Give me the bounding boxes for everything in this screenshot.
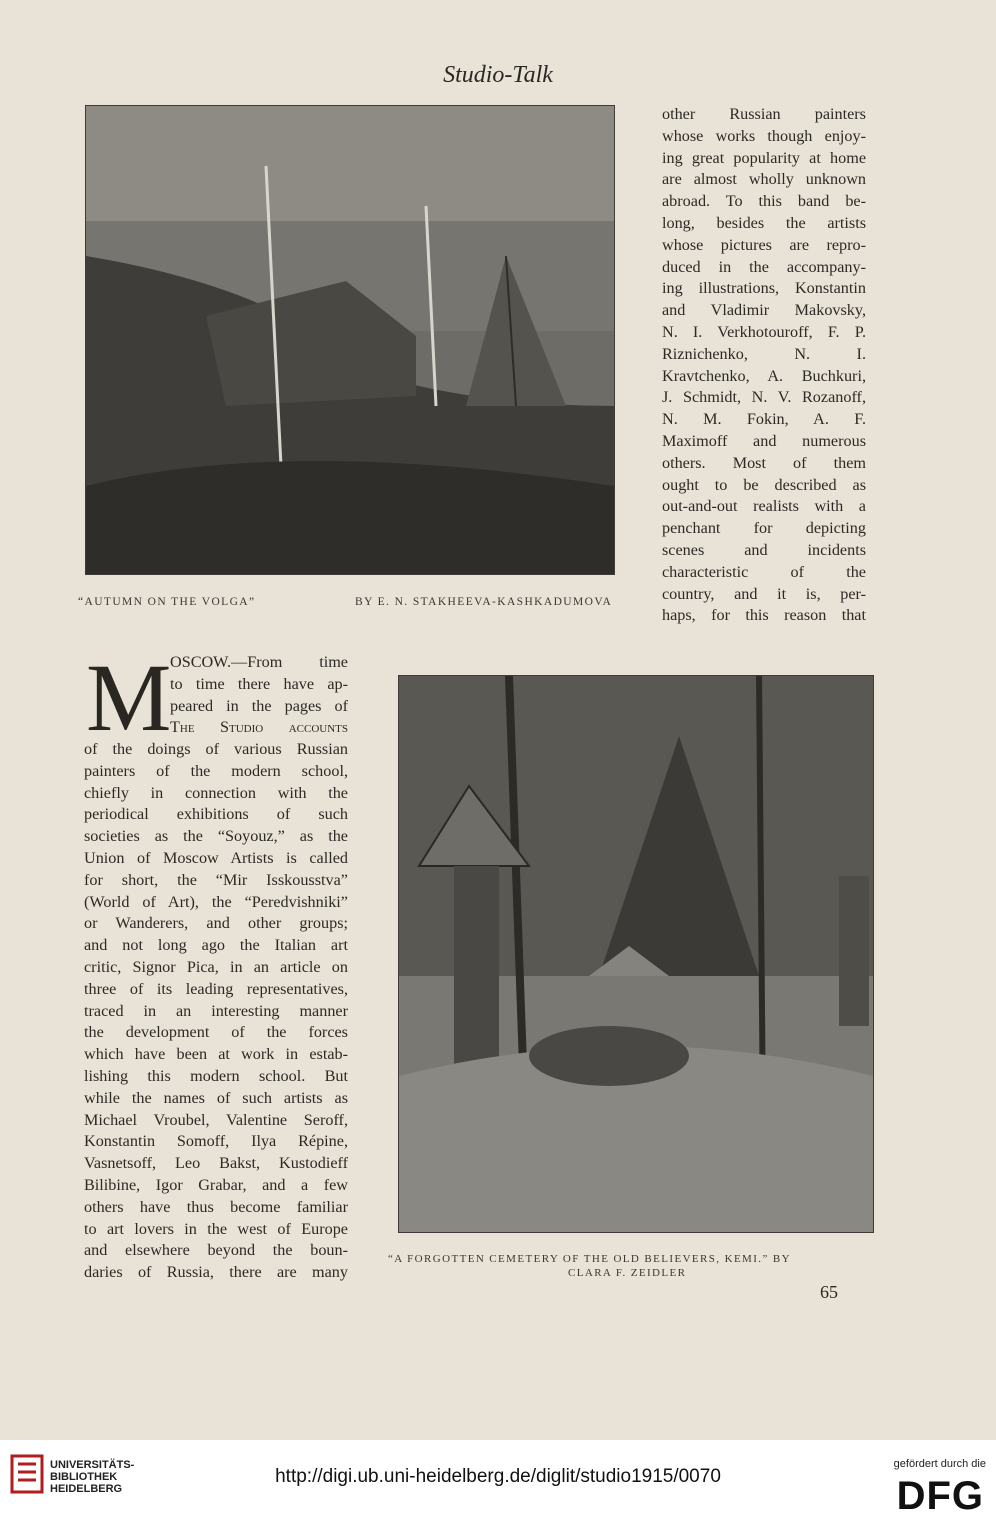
plate1-caption-artist: BY E. N. STAKHEEVA-KASHKADUMOVA — [355, 596, 613, 608]
text-line: OSCOW.—From time — [170, 653, 348, 671]
library-name-line: HEIDELBERG — [50, 1483, 123, 1495]
plate1-caption-title: “AUTUMN ON THE VOLGA” — [78, 596, 256, 608]
text-line: while the names of such artists as — [84, 1088, 348, 1107]
text-line: to art lovers in the west of Europe — [84, 1219, 348, 1238]
text-line: are almost wholly unknown — [662, 170, 866, 189]
text-line: the development of the forces — [84, 1023, 348, 1042]
text-line: for short, the “Mir Isskousstva” — [84, 870, 348, 889]
plate2-caption-line2: CLARA F. ZEIDLER — [568, 1267, 687, 1279]
text-line: ing great popularity at home — [662, 148, 866, 167]
text-line: out-and-out realists with a — [662, 497, 866, 516]
article-intro-indented — [170, 652, 348, 739]
text-line: daries of Russia, there are many — [84, 1263, 348, 1282]
page-number: 65 — [820, 1282, 838, 1302]
dfg-logo[interactable]: DFG — [896, 1474, 984, 1518]
text-line: (World of Art), the “Peredvishniki” — [84, 892, 348, 911]
text-line: ing illustrations, Konstantin — [662, 279, 866, 298]
text-line: chiefly in connection with the — [84, 783, 348, 802]
text-line: painters of the modern school, — [84, 761, 348, 780]
text-line: ought to be described as — [662, 475, 866, 494]
text-line: Riznichenko, N. I. — [662, 344, 866, 363]
text-line: Union of Moscow Artists is called — [84, 848, 348, 867]
text-line: characteristic of the — [662, 562, 866, 581]
text-line: or Wanderers, and other groups; — [84, 914, 348, 933]
text-line: Michael Vroubel, Valentine Seroff, — [84, 1110, 348, 1129]
text-line: others. Most of them — [662, 453, 866, 472]
text-line: whose pictures are repro- — [662, 235, 866, 254]
library-name-line: UNIVERSITÄTS- — [50, 1459, 135, 1471]
text-line: critic, Signor Pica, in an article on — [84, 957, 348, 976]
drop-cap: M — [86, 644, 172, 751]
text-line: traced in an interesting manner — [84, 1001, 348, 1020]
text-line: N. I. Verkhotouroff, F. P. — [662, 322, 866, 341]
text-line: others have thus become familiar — [84, 1197, 348, 1216]
text-line: Kravtchenko, A. Buchkuri, — [662, 366, 866, 385]
text-line: N. M. Fokin, A. F. — [662, 410, 866, 429]
text-line: Konstantin Somoff, Ilya Répine, — [84, 1132, 348, 1151]
text-line: lishing this modern school. But — [84, 1066, 348, 1085]
plate2-caption-line1: “A FORGOTTEN CEMETERY OF THE OLD BELIEVERS, KEMI.” BY — [388, 1253, 791, 1265]
plate-forgotten-cemetery — [398, 675, 874, 1233]
text-line: whose works though enjoy- — [662, 126, 866, 145]
funding-note: gefördert durch die — [893, 1458, 986, 1470]
text-line: and elsewhere beyond the boun- — [84, 1241, 348, 1260]
text-line: Vasnetsoff, Leo Bakst, Kustodieff — [84, 1154, 348, 1173]
text-line: of the doings of various Russian — [84, 740, 348, 758]
text-line: periodical exhibitions of such — [84, 805, 348, 824]
text-line: and not long ago the Italian art — [84, 936, 348, 955]
article-body — [84, 739, 348, 1284]
permalink-url[interactable]: http://digi.ub.uni-heidelberg.de/diglit/studio1915/0070 — [275, 1466, 721, 1487]
text-line: and Vladimir Makovsky, — [662, 301, 866, 320]
text-line: penchant for depicting — [662, 519, 866, 538]
text-line: Maximoff and numerous — [662, 431, 866, 450]
plate-autumn-on-the-volga — [85, 105, 615, 575]
forest-cemetery-illustration — [399, 676, 873, 1232]
text-line: The Studio accounts — [170, 718, 348, 737]
right-column-text — [662, 104, 866, 627]
text-line: duced in the accompany- — [662, 257, 866, 276]
text-line: J. Schmidt, N. V. Rozanoff, — [662, 388, 866, 407]
library-name-line: BIBLIOTHEK — [50, 1471, 118, 1483]
text-line: which have been at work in estab- — [84, 1045, 348, 1064]
landscape-illustration — [86, 106, 614, 574]
text-line: country, and it is, per- — [662, 584, 866, 603]
text-line: to time there have ap- — [170, 674, 348, 693]
text-line: Bilibine, Igor Grabar, and a few — [84, 1175, 348, 1194]
text-line: abroad. To this band be- — [662, 192, 866, 211]
running-header: Studio-Talk — [443, 62, 553, 88]
text-line: peared in the pages of — [170, 696, 348, 715]
text-line: haps, for this reason that — [662, 606, 866, 625]
text-line: other Russian painters — [662, 105, 866, 123]
text-line: scenes and incidents — [662, 540, 866, 559]
text-line: societies as the “Soyouz,” as the — [84, 827, 348, 846]
text-line: three of its leading representatives, — [84, 979, 348, 998]
text-line: long, besides the artists — [662, 213, 866, 232]
